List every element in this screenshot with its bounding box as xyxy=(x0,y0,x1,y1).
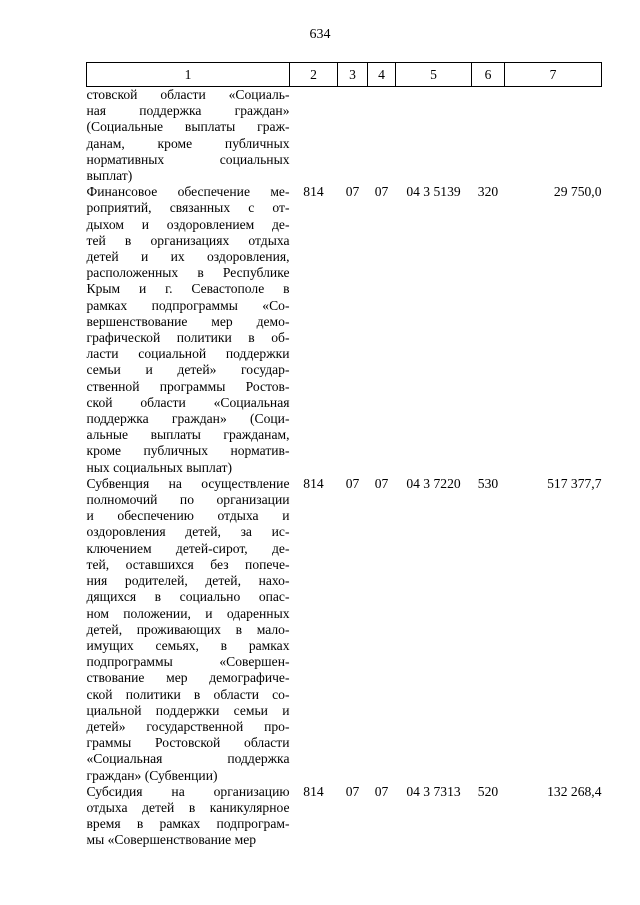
description-line: поддержка граждан» (Соци- xyxy=(86,411,290,427)
description-line: роприятий, связанных с от- xyxy=(86,200,290,216)
budget-table xyxy=(86,62,602,849)
cell-col-7: 29 750,0 xyxy=(553,184,602,200)
description-line: ствование мер демографиче- xyxy=(86,670,290,686)
cell-col-3: 07 xyxy=(345,783,360,799)
description-line: (Социальные выплаты граж- xyxy=(86,119,290,135)
description-line: подпрограммы «Совершен- xyxy=(86,654,290,670)
cell-col-2: 814 xyxy=(303,475,324,491)
cell-col-2 xyxy=(290,87,338,185)
description-line: Субвенция на осуществление xyxy=(86,475,290,491)
description-line: альные выплаты гражданам, xyxy=(86,427,290,443)
cell-col-4 xyxy=(368,87,396,185)
description-line: циальной поддержки семьи и xyxy=(86,702,290,718)
description-line: время в рамках подпрограм- xyxy=(86,816,290,832)
description-line: ской области «Социальная xyxy=(86,394,290,410)
description-line: вершенствование мер демо- xyxy=(86,313,290,329)
cell-col-3: 07 xyxy=(345,184,360,200)
table-row xyxy=(87,476,602,784)
description-line: детей и их оздоровления, xyxy=(86,249,290,265)
table-row xyxy=(87,784,602,849)
description-line: ской политики в области со- xyxy=(86,686,290,702)
description-line: отдыха детей в каникулярное xyxy=(86,799,290,815)
row-description xyxy=(87,184,290,476)
cell-col-5: 04 3 5139 xyxy=(406,184,461,200)
description-line: детей, проживающих в мало- xyxy=(86,621,290,637)
cell-col-5: 04 3 7313 xyxy=(406,783,461,799)
cell-col-2: 814 xyxy=(303,783,324,799)
description-line: оздоровления детей, за ис- xyxy=(86,524,290,540)
cell-col-6: 530 xyxy=(477,475,499,491)
description-line: ласти социальной поддержки xyxy=(86,346,290,362)
description-line: детей» государственной про- xyxy=(86,718,290,734)
table-row xyxy=(87,184,602,476)
cell-col-5: 04 3 7220 xyxy=(406,475,461,491)
cell-col-6: 520 xyxy=(477,783,499,799)
row-description xyxy=(87,476,290,784)
cell-col-3 xyxy=(338,87,368,185)
description-line: Субсидия на организацию xyxy=(86,783,290,799)
page-number: 634 xyxy=(309,27,331,42)
description-line: семьи и детей» государ- xyxy=(86,362,290,378)
description-line: «Социальная поддержка xyxy=(86,751,290,767)
description-line: расположенных в Республике xyxy=(86,265,290,281)
column-header-3: 3 xyxy=(338,63,368,87)
column-header-7: 7 xyxy=(505,63,602,87)
description-line: имущих семьях, в рамках xyxy=(86,637,290,653)
description-line: дыхом и оздоровлением де- xyxy=(86,216,290,232)
description-line: тей в организациях отдыха xyxy=(86,232,290,248)
description-line: данам, кроме публичных xyxy=(86,135,290,151)
description-line: граммы Ростовской области xyxy=(86,735,290,751)
description-line: и обеспечению отдыха и xyxy=(86,508,290,524)
cell-col-5 xyxy=(396,87,472,185)
cell-col-4: 07 xyxy=(374,184,389,200)
description-line: полномочий по организации xyxy=(86,492,290,508)
cell-col-6 xyxy=(472,87,505,185)
description-line: ная поддержка граждан» xyxy=(86,103,290,119)
column-header-4: 4 xyxy=(368,63,396,87)
cell-col-2: 814 xyxy=(303,184,324,200)
column-header-2: 2 xyxy=(290,63,338,87)
cell-col-7 xyxy=(505,87,602,185)
description-line: кроме публичных норматив- xyxy=(86,443,290,459)
description-line: ных социальных выплат) xyxy=(86,459,232,475)
cell-col-7: 517 377,7 xyxy=(547,475,602,491)
description-line: тей, оставшихся без попече- xyxy=(86,556,290,572)
description-line: мы «Совершенствование мер xyxy=(86,832,257,848)
row-description xyxy=(87,87,290,185)
description-line: графической политики в об- xyxy=(86,330,290,346)
description-line: рамках подпрограммы «Со- xyxy=(86,297,290,313)
description-line: Крым и г. Севастополе в xyxy=(86,281,290,297)
cell-col-6: 320 xyxy=(477,184,499,200)
description-line: дящихся в социально опас- xyxy=(86,589,290,605)
cell-col-4: 07 xyxy=(374,475,389,491)
column-header-6: 6 xyxy=(472,63,505,87)
cell-col-7: 132 268,4 xyxy=(547,783,602,799)
description-line: стовской области «Социаль- xyxy=(86,87,290,102)
description-line: граждан» (Субвенции) xyxy=(86,767,218,783)
cell-col-4: 07 xyxy=(374,783,389,799)
table-header-row xyxy=(87,63,602,87)
description-line: выплат) xyxy=(86,168,133,184)
description-line: ния родителей, детей, нахо- xyxy=(86,573,290,589)
cell-col-3: 07 xyxy=(345,475,360,491)
column-header-1: 1 xyxy=(87,63,290,87)
description-line: нормативных социальных xyxy=(86,151,290,167)
column-header-5: 5 xyxy=(396,63,472,87)
description-line: ственной программы Ростов- xyxy=(86,378,290,394)
description-line: ключением детей-сирот, де- xyxy=(86,540,290,556)
row-description xyxy=(87,784,290,849)
description-line: Финансовое обеспечение ме- xyxy=(86,184,290,200)
description-line: ном положении, и одаренных xyxy=(86,605,290,621)
table-row xyxy=(87,87,602,185)
